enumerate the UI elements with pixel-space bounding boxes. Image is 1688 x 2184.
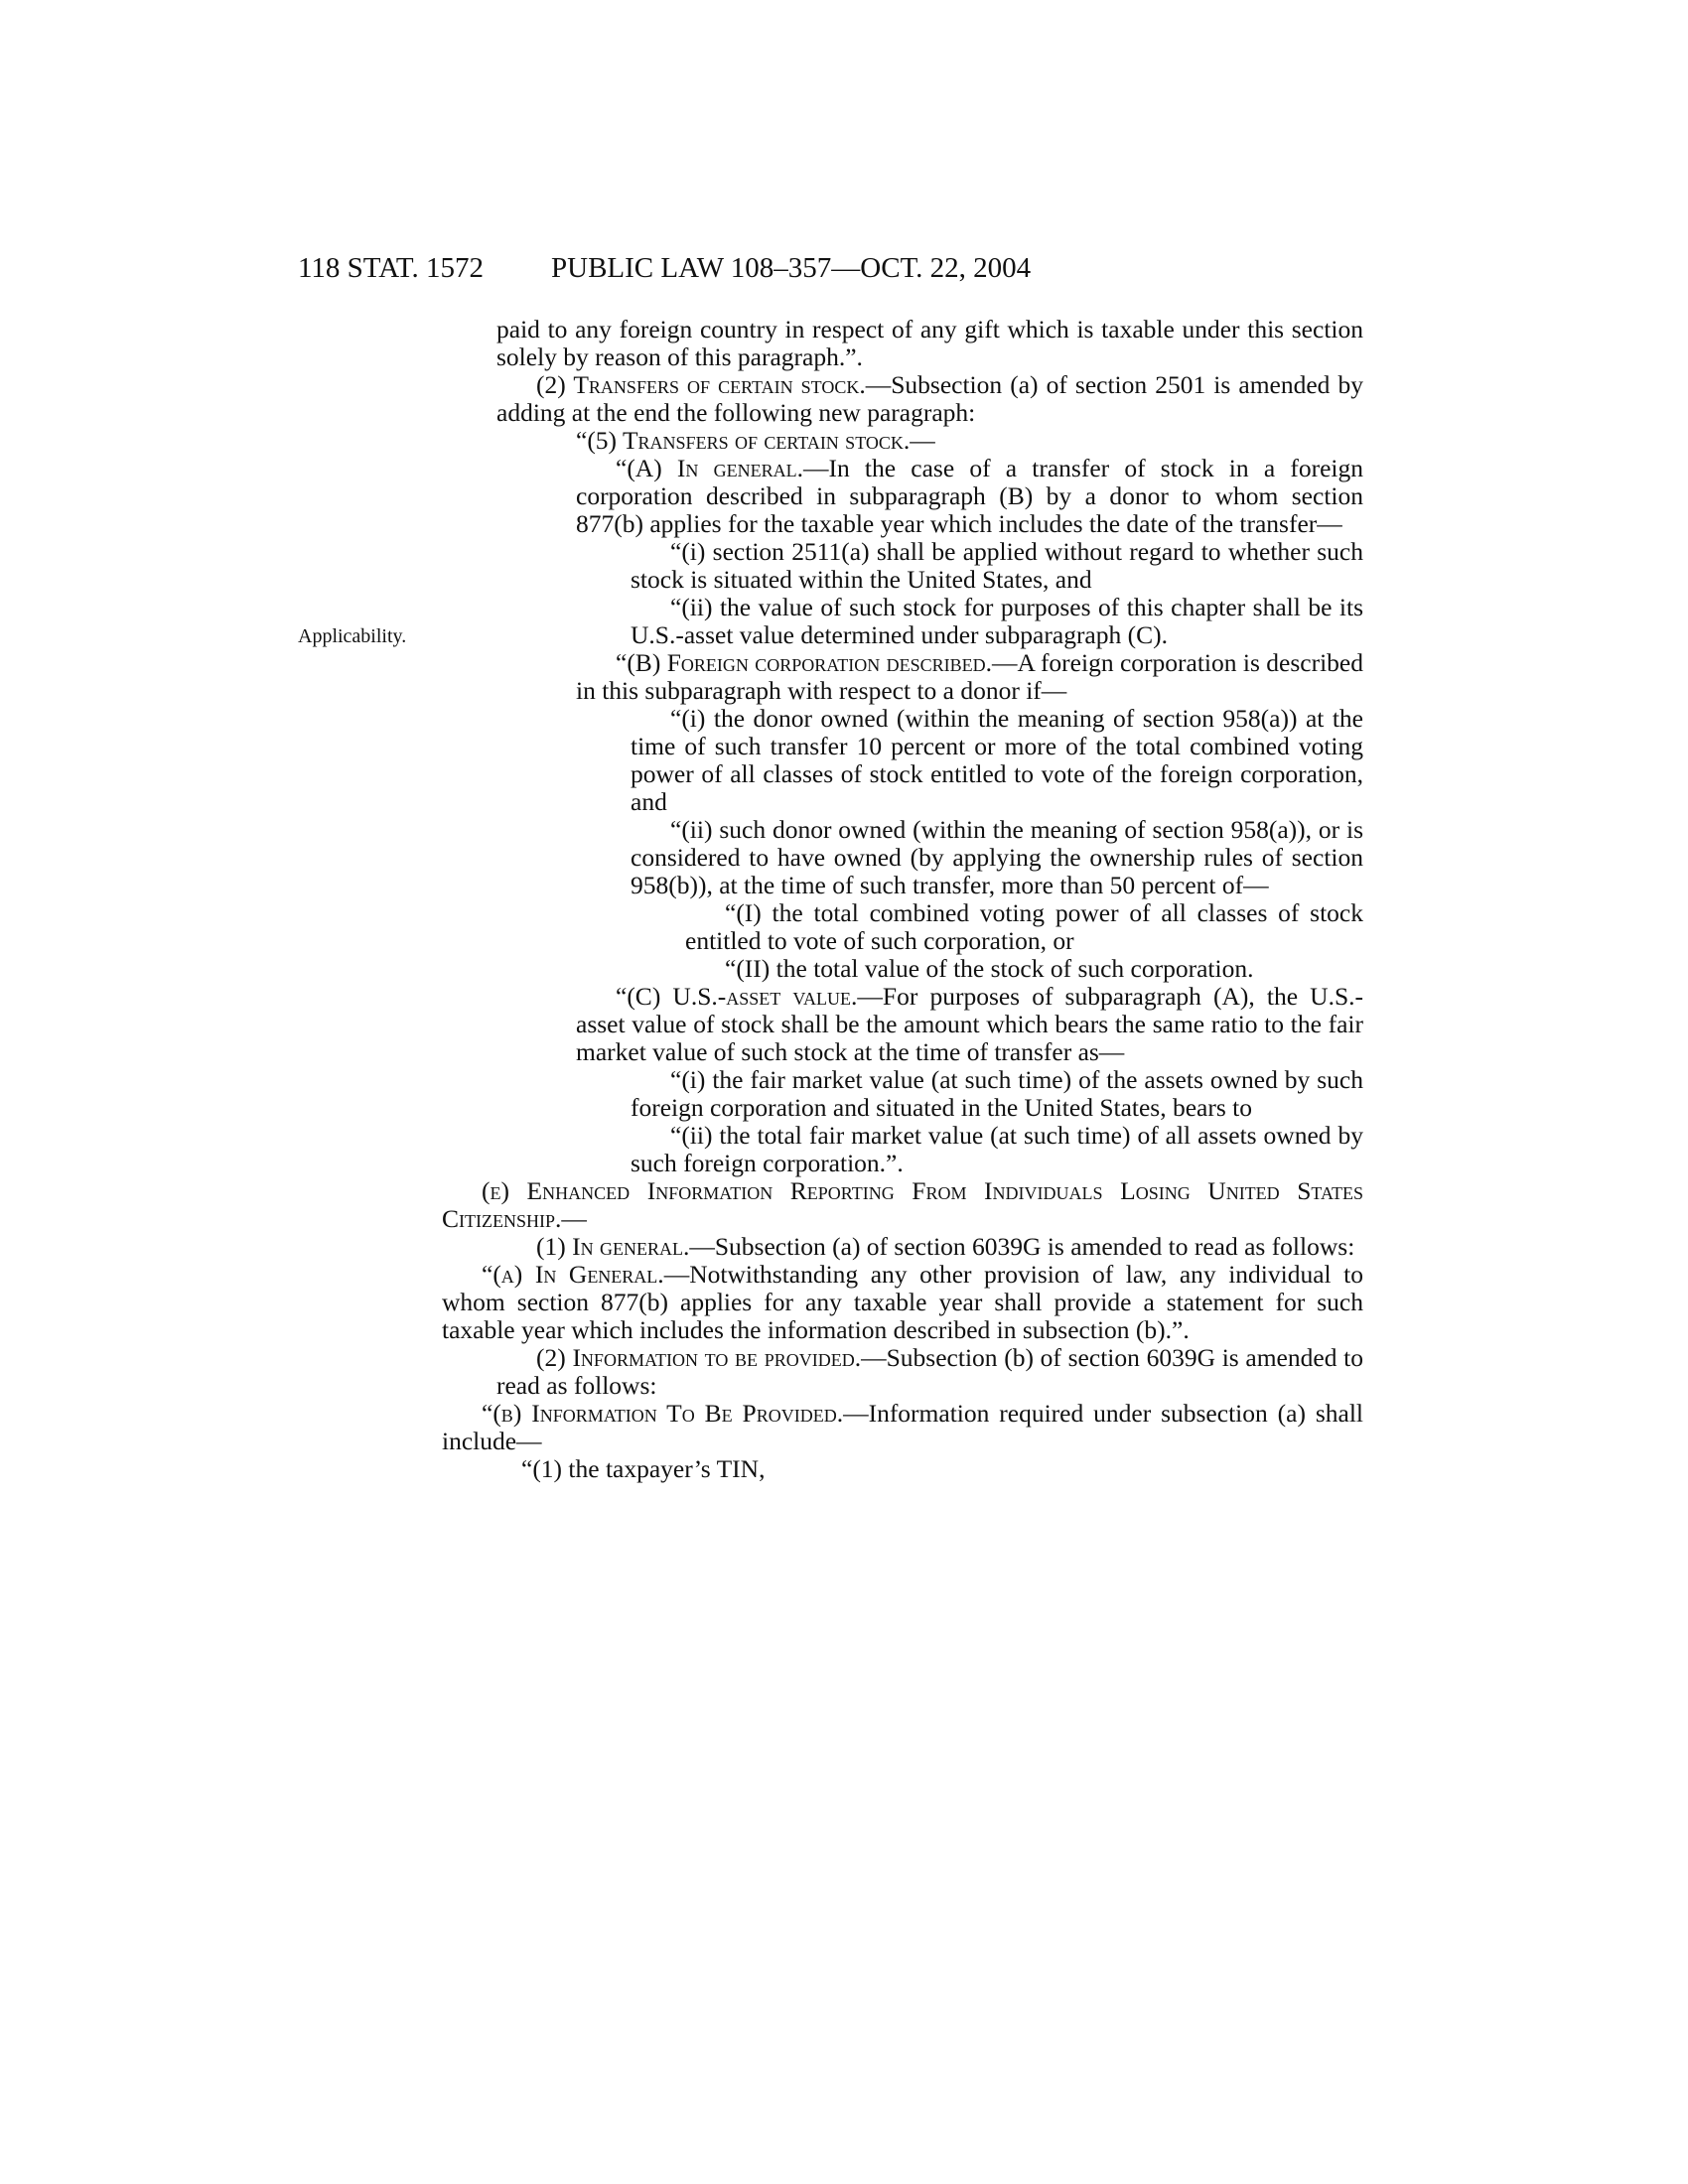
heading: “(C) U.S.-asset value. [616, 982, 858, 1011]
paragraph: (2) Transfers of certain stock.—Subsection (a) of section 2501 is amended by adding at the end the following new paragraph: [496, 370, 1363, 427]
paragraph: “(ii) the value of such stock for purposes of this chapter shall be its U.S.-asset value determined under subparagraph (C). [631, 593, 1363, 649]
paragraph: “(A) In general.—In the case of a transfer of stock in a foreign corporation described in subparagraph (B) by a donor to whom section 877(b) applies for the taxable year which includes the date of the transfer— [576, 454, 1363, 538]
heading: (2) Information to be provided. [536, 1343, 862, 1372]
paragraph: “(II) the total value of the stock of such corporation. [725, 954, 1254, 983]
paragraph: “(1) the taxpayer’s TIN, [521, 1454, 766, 1483]
paragraph: “(b) Information To Be Provided.—Information required under subsection (a) shall include— [442, 1399, 1363, 1455]
paragraph: “(I) the total combined voting power of all classes of stock entitled to vote of such corporation, or [685, 898, 1363, 955]
paragraph: “(ii) such donor owned (within the meaning of section 958(a)), or is considered to have owned (by applying the ownership rules of section 958(b)), at the time of such transfer, more than 50 percent of— [631, 815, 1363, 899]
law-title: PUBLIC LAW 108–357—OCT. 22, 2004 [551, 252, 1032, 284]
paragraph: (2) Information to be provided.—Subsection (b) of section 6039G is amended to read as follows: [496, 1343, 1363, 1400]
paragraph: “(5) Transfers of certain stock.— [576, 426, 935, 455]
paragraph: “(i) the fair market value (at such time) of the assets owned by such foreign corporation and situated in the United States, bears to [631, 1065, 1363, 1122]
running-head [0, 248, 1688, 288]
paragraph: (1) In general.—Subsection (a) of section 6039G is amended to read as follows: [536, 1232, 1355, 1261]
paragraph: “(a) In General.—Notwithstanding any other provision of law, any individual to whom section 877(b) applies for any taxable year shall provide a statement for such taxable year which includes the information described in subsection (b).”. [442, 1260, 1363, 1344]
paragraph: paid to any foreign country in respect of any gift which is taxable under this section solely by reason of this paragraph.”. [496, 315, 1363, 371]
paragraph: “(C) U.S.-asset value.—For purposes of subparagraph (A), the U.S.-asset value of stock shall be the amount which bears the same ratio to the fair market value of such stock at the time of transfer as— [576, 982, 1364, 1066]
heading: “(B) Foreign corporation described. [616, 648, 993, 677]
paragraph: “(i) the donor owned (within the meaning of section 958(a)) at the time of such transfer 10 percent or more of the total combined voting power of all classes of stock entitled to vote of the foreign corporation, and [631, 704, 1363, 816]
heading: (e) Enhanced Information Reporting From Individuals Losing United States Citizenship. [442, 1176, 1363, 1233]
paragraph: “(i) section 2511(a) shall be applied without regard to whether such stock is situated within the United States, and [631, 537, 1363, 594]
statute-reference: 118 STAT. 1572 [298, 252, 484, 284]
heading: “(A) In general. [616, 454, 803, 482]
statute-text [442, 315, 1364, 1483]
paragraph: (e) Enhanced Information Reporting From Individuals Losing United States Citizenship.— [442, 1176, 1363, 1233]
heading: (2) Transfers of certain stock. [536, 370, 866, 399]
heading: “(5) Transfers of certain stock. [576, 426, 911, 455]
heading: (1) In general. [536, 1232, 690, 1261]
paragraph: “(ii) the total fair market value (at such time) of all assets owned by such foreign corporation.”. [631, 1121, 1363, 1177]
margin-note: Applicability. [298, 625, 407, 647]
heading: “(b) Information To Be Provided. [482, 1399, 844, 1428]
paragraph: “(B) Foreign corporation described.—A foreign corporation is described in this subparagraph with respect to a donor if— [576, 648, 1363, 705]
heading: “(a) In General. [482, 1260, 664, 1289]
